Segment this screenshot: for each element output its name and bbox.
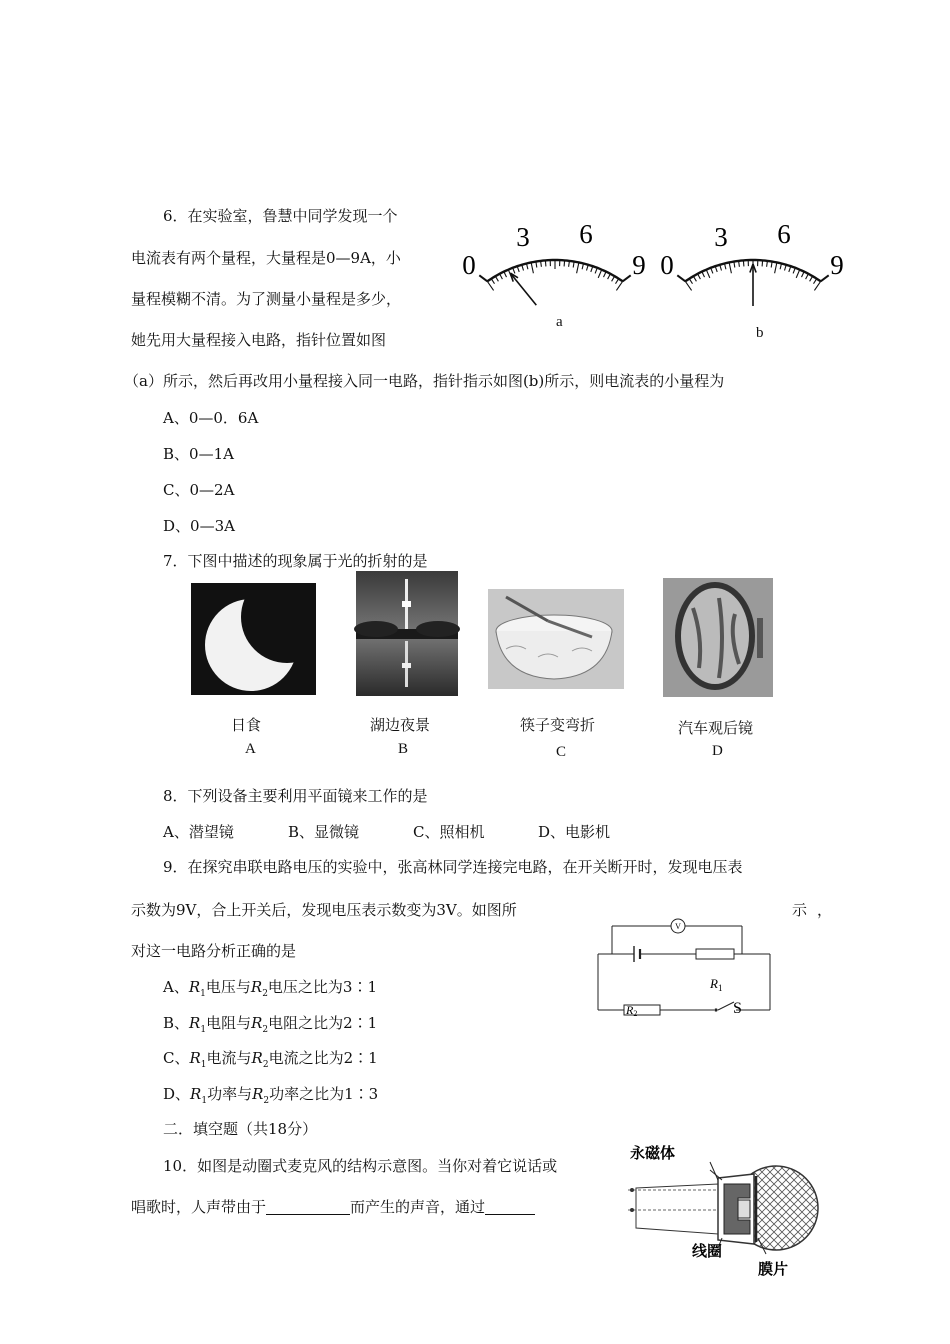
- diaphragm-label: 膜片: [758, 1260, 789, 1278]
- r1-label: $R_1$: [710, 976, 723, 993]
- photo-a-letter: A: [245, 741, 256, 757]
- meter-tick: [814, 281, 820, 290]
- q8-option-b: B、显微镜: [288, 823, 360, 841]
- car-convex-mirror-photo: [663, 578, 773, 697]
- photo-a-caption: 日食: [231, 716, 262, 734]
- q7-stem: 7．下图中描述的现象属于光的折射的是: [163, 552, 428, 570]
- q6-line-2: 电流表有两个量程，大量程是0—9A，小: [131, 249, 401, 267]
- q6-option-b: B、0—1A: [163, 445, 234, 463]
- meter-tick: [685, 281, 691, 290]
- q6-option-c: C、0—2A: [163, 481, 235, 499]
- meter-tick: [495, 276, 498, 281]
- magnet-label: 永磁体: [630, 1144, 676, 1162]
- meter-tick: [702, 272, 705, 278]
- meter-tick: [487, 281, 493, 290]
- q10-line-2: 唱歌时，人声带由于 而产生的声音，通过: [131, 1200, 535, 1215]
- meter-end: [623, 275, 631, 281]
- photo-d-caption: 汽车观后镜: [678, 719, 754, 737]
- voltmeter-symbol: V: [675, 922, 681, 931]
- q9-option-a: A、$R_1$电压与$R_2$电压之比为3∶1: [163, 978, 378, 999]
- meter-end: [821, 275, 829, 281]
- r2-label: R2: [626, 1003, 638, 1018]
- meter-tick: [500, 274, 503, 279]
- meter-b-label-3: 3: [714, 222, 728, 252]
- meter-a-needle: [510, 273, 536, 305]
- lake-night-view-photo: [356, 571, 458, 696]
- q6-line-3: 量程模糊不清。为了测量小量程是多少，: [131, 290, 402, 308]
- meter-tick: [577, 262, 579, 273]
- meter-tick: [729, 262, 731, 273]
- meter-tick: [608, 274, 611, 279]
- meter-tick: [693, 276, 696, 281]
- bent-chopstick-photo: [488, 589, 624, 689]
- q10-line-1: 10．如图是动圈式麦克风的结构示意图。当你对着它说话或: [163, 1157, 558, 1175]
- meter-tick: [762, 260, 763, 266]
- meter-tick: [564, 260, 565, 266]
- meter-tick: [689, 279, 692, 284]
- meter-tick: [504, 272, 507, 278]
- q9-option-c: C、$R_1$电流与$R_2$电流之比为2∶1: [163, 1049, 378, 1070]
- q8-stem: 8．下列设备主要利用平面镜来工作的是: [163, 787, 428, 805]
- meter-b-caption: b: [756, 325, 764, 341]
- meter-tick: [698, 274, 701, 279]
- meter-tick: [616, 279, 619, 284]
- meter-a-label-6: 6: [579, 219, 593, 249]
- photo-c-letter: C: [556, 744, 567, 760]
- meter-tick: [531, 262, 533, 273]
- q6-line-5: （a）所示，然后再改用小量程接入同一电路，指针指示如图(b)所示，则电流表的小量程为: [124, 372, 725, 390]
- q9-option-d: D、$R_1$功率与$R_2$功率之比为1∶3: [163, 1085, 379, 1106]
- moving-coil-microphone-diagram: [626, 1140, 818, 1280]
- q9-option-b: B、$R_1$电阻与$R_2$电阻之比为2∶1: [163, 1014, 378, 1035]
- meter-tick: [491, 279, 494, 284]
- meter-tick: [598, 270, 602, 278]
- q8-option-a: A、潜望镜: [163, 823, 234, 841]
- meter-tick: [775, 262, 777, 273]
- q6-option-d: D、0—3A: [163, 517, 235, 535]
- meter-tick: [806, 274, 809, 279]
- meter-a-label-0: 0: [462, 250, 476, 280]
- meter-b-label-0: 0: [660, 250, 674, 280]
- meter-end: [479, 275, 487, 281]
- meter-tick: [706, 270, 710, 278]
- meter-tick: [604, 272, 607, 278]
- meter-a-label-3: 3: [516, 222, 530, 252]
- meter-end: [677, 275, 685, 281]
- switch-label: S: [733, 1000, 742, 1017]
- photo-b-letter: B: [398, 741, 409, 757]
- meter-b-label-6: 6: [777, 219, 791, 249]
- coil-label: 线圈: [692, 1242, 723, 1260]
- q9-line-2: 示数为9V，合上开关后，发现电压表示数变为3V。如图所: [131, 901, 517, 919]
- meter-tick: [545, 260, 546, 266]
- answer-blank-2[interactable]: [485, 1200, 535, 1215]
- q9-line-2-end: 示: [792, 901, 808, 919]
- meter-tick: [616, 281, 622, 290]
- photo-c-caption: 筷子变弯折: [520, 716, 596, 734]
- meter-b-label-9: 9: [830, 250, 844, 280]
- answer-blank-1[interactable]: [266, 1200, 350, 1215]
- series-circuit-diagram: [596, 914, 772, 1018]
- ammeter-dial-a: [458, 218, 658, 308]
- meter-tick: [810, 276, 813, 281]
- q6-line-1: 6．在实验室，鲁慧中同学发现一个: [163, 207, 398, 225]
- q9-line-1: 9．在探究串联电路电压的实验中，张高林同学连接完电路，在开关断开时，发现电压表: [163, 858, 743, 876]
- section-2-heading: 二．填空题（共18分）: [163, 1120, 318, 1138]
- q8-option-d: D、电影机: [538, 823, 611, 841]
- photo-b-caption: 湖边夜景: [370, 716, 431, 734]
- meter-a-caption: a: [556, 314, 563, 330]
- q6-option-a: A、0—0．6A: [163, 409, 259, 427]
- q8-option-c: C、照相机: [413, 823, 485, 841]
- solar-eclipse-photo: [191, 583, 316, 695]
- meter-tick: [814, 279, 817, 284]
- meter-tick: [612, 276, 615, 281]
- meter-b-needle: [750, 264, 756, 306]
- ammeter-dial-b: [656, 218, 856, 308]
- q9-line-2-comma: ，: [817, 901, 833, 919]
- meter-a-label-9: 9: [632, 250, 646, 280]
- q6-line-4: 她先用大量程接入电路，指针位置如图: [131, 331, 387, 349]
- meter-tick: [796, 270, 800, 278]
- photo-d-letter: D: [712, 743, 723, 759]
- q9-line-3: 对这一电路分析正确的是: [131, 942, 297, 960]
- needle-shaft: [510, 273, 536, 305]
- meter-tick: [743, 260, 744, 266]
- meter-tick: [802, 272, 805, 278]
